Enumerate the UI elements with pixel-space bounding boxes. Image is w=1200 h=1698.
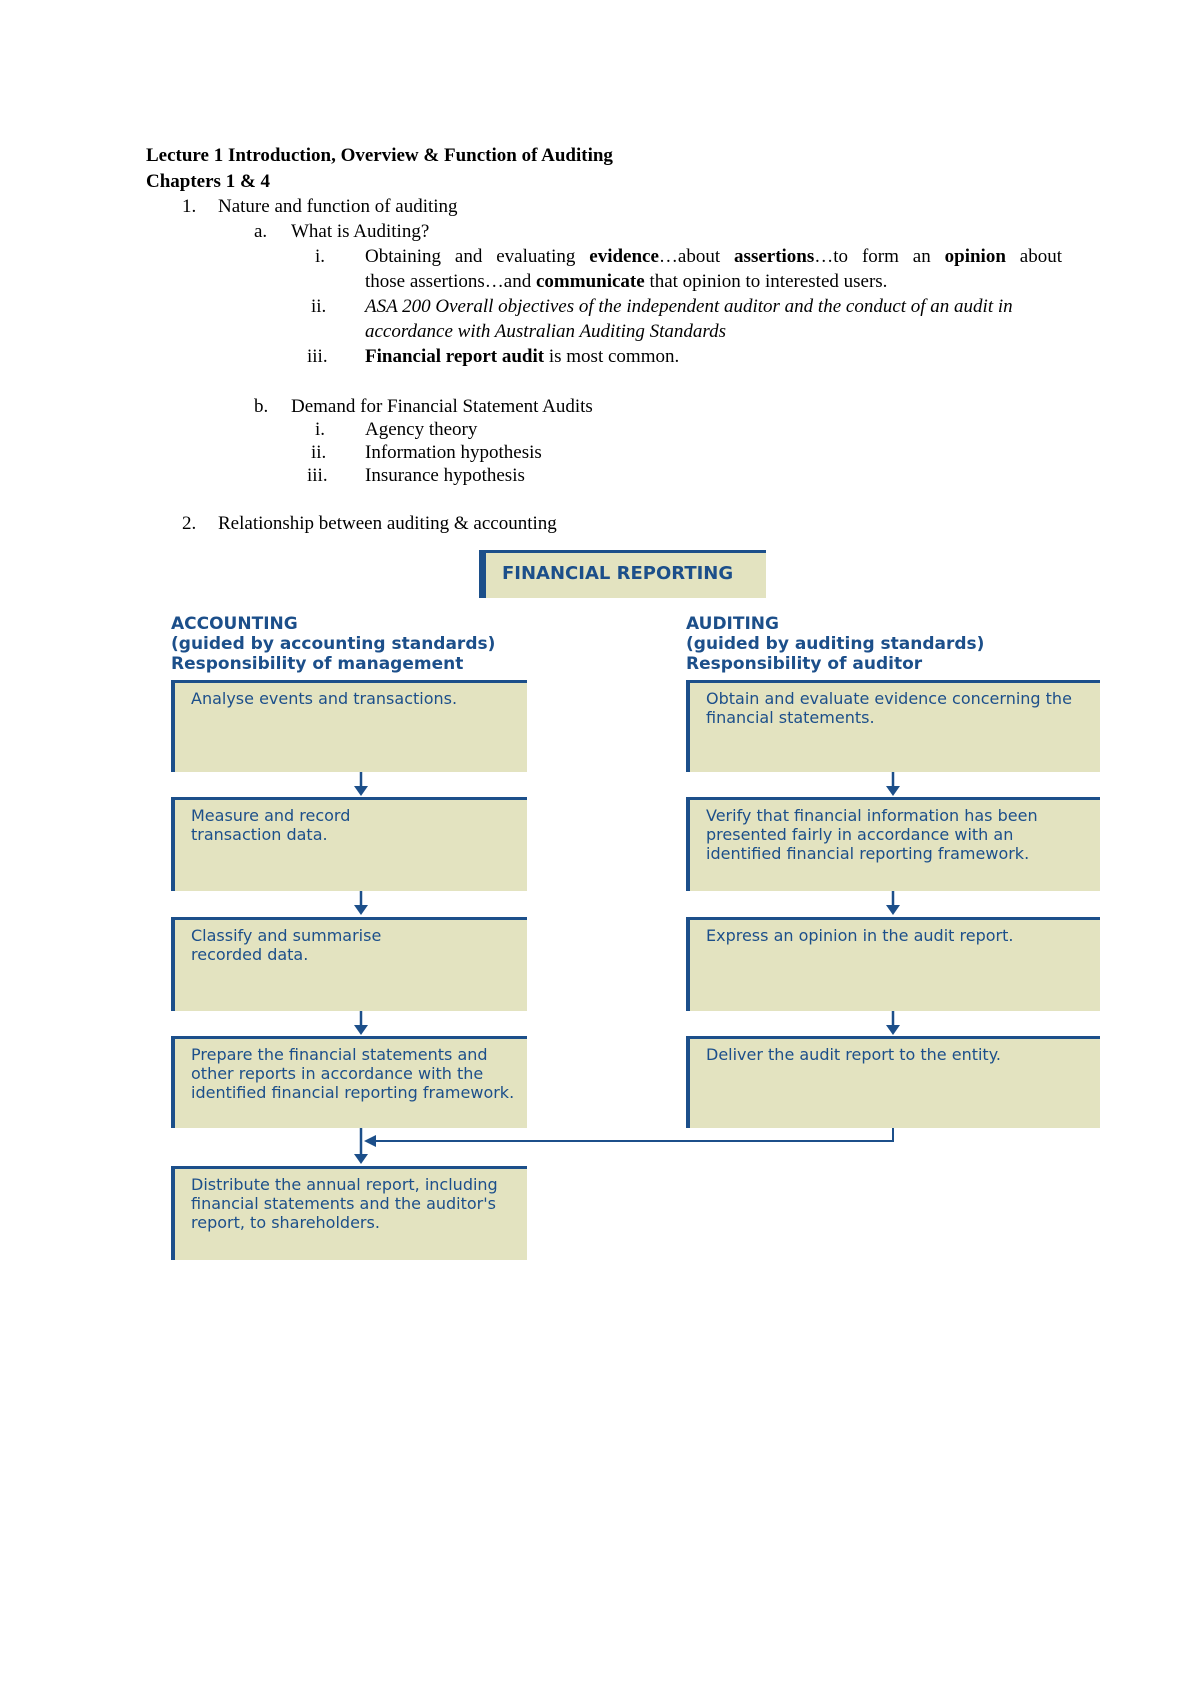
item-a-letter: a. [254,221,268,242]
item-a-iii-numeral: iii. [307,346,328,367]
insurance-hypothesis: Insurance hypothesis [365,465,525,486]
information-hypothesis: Information hypothesis [365,442,542,463]
arrow-head-down [886,1025,900,1035]
chapters-line: Chapters 1 & 4 [146,171,271,192]
arrow-head-down [354,905,368,915]
arrow-head-down [354,786,368,796]
arrow-head-down [354,1154,368,1164]
accounting-title: ACCOUNTING [171,614,298,634]
accounting-step-measure-text: Measure and record transaction data. [191,806,351,844]
item-b-text: Demand for Financial Statement Audits [291,396,593,417]
financial-report-audit-line: Financial report audit is most common. [365,346,680,367]
item-a-text: What is Auditing? [291,221,430,242]
item-b-iii-numeral: iii. [307,465,328,486]
arrow-head-down [354,1025,368,1035]
section-2-number: 2. [182,513,197,534]
accounting-step-prepare-text: Prepare the financial statements and other reports in accordance with the identified financial reporting framework. [191,1045,515,1102]
auditing-definition-line1: Obtaining and evaluating evidence…about assertions…to form an opinion about [365,246,1063,267]
arrow-head-down [886,905,900,915]
asa-200-line1: ASA 200 Overall objectives of the independent auditor and the conduct of an audit in [365,296,1013,317]
auditing-step-verify-text: Verify that financial information has been presented fairly in accordance with an identified financial reporting framework. [706,806,1038,863]
financial-reporting-label: FINANCIAL REPORTING [502,563,734,584]
distribute-annual-report-text: Distribute the annual report, including financial statements and the auditor's report, to shareholders. [191,1175,498,1232]
accounting-step-classify-text: Classify and summarise recorded data. [191,926,382,964]
document-title: Lecture 1 Introduction, Overview & Function of Auditing [146,145,613,166]
auditing-definition-line2: those assertions…and communicate that opinion to interested users. [365,271,888,292]
agency-theory: Agency theory [365,419,478,440]
item-b-letter: b. [254,396,269,417]
item-b-i-numeral: i. [315,419,326,440]
arrow-head-down [886,786,900,796]
auditing-step-obtain-text: Obtain and evaluate evidence concerning the financial statements. [706,689,1072,727]
auditing-guidance: (guided by auditing standards) [686,634,985,654]
audit-report-return-line [372,1128,893,1141]
section-2-heading: Relationship between auditing & accounting [218,513,557,534]
asa-200-line2: accordance with Australian Auditing Standards [365,321,726,342]
auditing-responsibility: Responsibility of auditor [686,654,923,674]
accounting-step-analyse-text: Analyse events and transactions. [191,689,458,708]
item-a-i-numeral: i. [315,246,326,267]
auditing-step-deliver-text: Deliver the audit report to the entity. [706,1045,1001,1064]
arrow-head-left [364,1135,376,1147]
section-1-number: 1. [182,196,197,217]
auditing-step-express-text: Express an opinion in the audit report. [706,926,1014,945]
accounting-guidance: (guided by accounting standards) [171,634,496,654]
section-1-heading: Nature and function of auditing [218,196,458,217]
item-a-ii-numeral: ii. [311,296,327,317]
item-b-ii-numeral: ii. [311,442,327,463]
auditing-title: AUDITING [686,614,779,634]
accounting-responsibility: Responsibility of management [171,654,464,674]
